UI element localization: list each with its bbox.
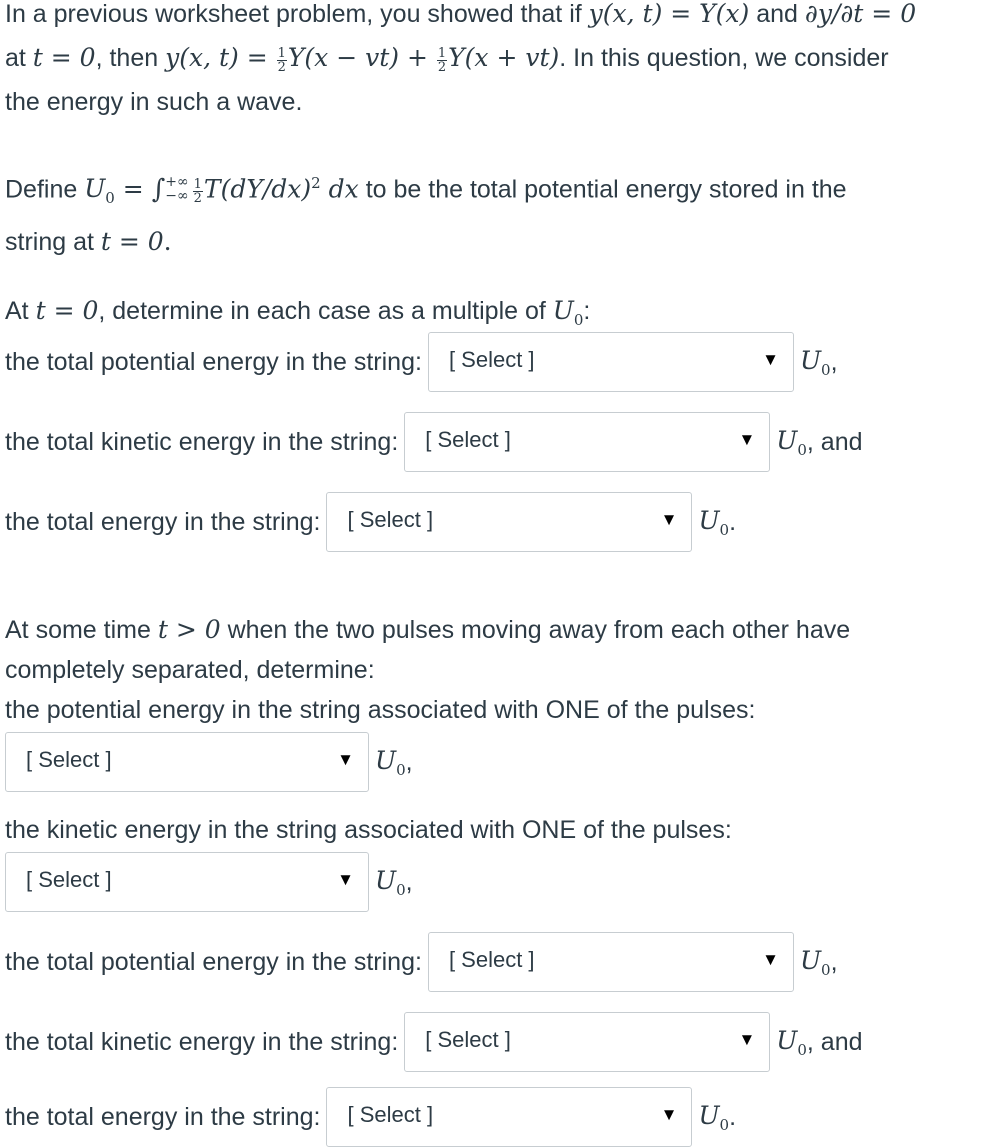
intro-text: the energy in such a wave.	[5, 88, 303, 116]
dropdown-arrow-icon: ▼	[337, 870, 354, 889]
unit-suffix: ,	[405, 747, 413, 776]
fraction-half: $\frac{1}{2}$	[277, 45, 286, 75]
math-y-xt: y(x, t)	[165, 43, 239, 72]
math-t-eq-0: t = 0	[35, 296, 99, 325]
intro-text: , then	[95, 44, 166, 72]
dropdown-arrow-icon: ▼	[762, 950, 779, 969]
q2-label-line	[5, 810, 985, 850]
integral-limits: +∞ −∞	[165, 174, 189, 205]
unit-suffix: ,	[405, 867, 413, 896]
math-y-xt: y(x, t)	[588, 0, 663, 28]
intro-text: In a previous worksheet problem, you showed that if	[5, 0, 589, 28]
dropdown-arrow-icon: ▼	[337, 750, 354, 769]
math-Y-plus: Y(x + vt)	[448, 43, 560, 72]
question-row	[5, 931, 838, 993]
intro-text: . In this question, we consider	[559, 44, 889, 72]
math-equals: =	[662, 0, 700, 28]
math-Y-x: Y(x)	[699, 0, 750, 28]
question-row	[5, 331, 838, 393]
unit-U0: $U_0$	[799, 945, 831, 979]
question-row	[5, 731, 413, 793]
question-label: the total energy in the string:	[5, 1102, 321, 1131]
dropdown-arrow-icon: ▼	[660, 510, 678, 529]
unit-U0: $U_0$	[375, 865, 406, 899]
section2-heading: At some time t > 0 when the two pulses moving away from each other have completely separated, determine: the potential energy in the string associated with ONE of the pulses:	[5, 615, 851, 724]
select-placeholder: [ Select ]	[347, 1102, 434, 1127]
question-label: the total energy in the string:	[5, 507, 321, 536]
unit-U0: $U_0$	[698, 1100, 730, 1134]
question-label: the total kinetic energy in the string:	[5, 427, 399, 456]
select-placeholder: [ Select ]	[448, 947, 535, 972]
math-Y-minus: Y(x − vt) +	[287, 43, 436, 72]
unit-suffix: , and	[806, 427, 863, 456]
question-label: the total kinetic energy in the string:	[5, 1027, 399, 1056]
answer-select[interactable]	[5, 852, 369, 912]
answer-select[interactable]	[5, 732, 369, 792]
question-row	[5, 851, 413, 913]
select-placeholder: [ Select ]	[26, 747, 112, 772]
math-t-eq-0: t = 0	[32, 43, 96, 72]
define-text: string at	[5, 228, 101, 257]
unit-U0: $U_0$	[776, 425, 807, 459]
dropdown-arrow-icon: ▼	[738, 1030, 756, 1049]
answer-select[interactable]	[404, 1012, 770, 1072]
dropdown-arrow-icon: ▼	[762, 350, 779, 369]
unit-U0: $U_0$	[698, 505, 730, 539]
select-placeholder: [ Select ]	[26, 867, 112, 892]
answer-select[interactable]	[326, 492, 692, 552]
math-U0: $U_0$	[552, 296, 584, 329]
answer-select[interactable]	[428, 332, 794, 392]
unit-suffix: .	[729, 1102, 737, 1131]
integral-sign: ∫	[151, 174, 166, 205]
intro-text: at	[5, 44, 33, 72]
question-row	[5, 411, 863, 473]
fraction-half: $\frac{1}{2}$	[193, 176, 202, 206]
select-placeholder: [ Select ]	[425, 1027, 511, 1052]
unit-suffix: .	[729, 507, 737, 536]
define-paragraph: Define $U_0$ = ∫ +∞ −∞ $\frac{1}{2}$ $T(dY/dx)^2$ dx to be the total potential energy stored in the string at t = 0.	[5, 174, 847, 257]
math-dx: dx	[320, 174, 359, 204]
fraction-half: $\frac{1}{2}$	[437, 45, 447, 75]
math-equals: =	[238, 43, 276, 72]
answer-select[interactable]	[428, 932, 794, 992]
math-equals: =	[114, 174, 152, 204]
section1-heading: At t = 0, determine in each case as a multiple of $U_0$:	[5, 296, 591, 329]
unit-U0: $U_0$	[776, 1025, 807, 1059]
unit-U0: $U_0$	[799, 345, 831, 379]
dropdown-arrow-icon: ▼	[660, 1105, 678, 1124]
define-text: Define	[5, 175, 85, 204]
intro-paragraph	[5, 0, 985, 124]
unit-suffix: ,	[830, 347, 838, 376]
math-T-expr: T(dY/dx)	[203, 174, 312, 204]
select-placeholder: [ Select ]	[425, 427, 511, 452]
define-text: to be the total potential energy stored in the	[358, 175, 847, 204]
question-row	[5, 1011, 863, 1073]
select-placeholder: [ Select ]	[448, 347, 535, 372]
select-placeholder: [ Select ]	[347, 507, 434, 532]
answer-select[interactable]	[404, 412, 770, 472]
dropdown-arrow-icon: ▼	[738, 430, 756, 449]
unit-U0: $U_0$	[375, 745, 406, 779]
unit-suffix: ,	[830, 947, 838, 976]
unit-suffix: , and	[806, 1027, 863, 1056]
math-dydt: ∂y/∂t = 0	[804, 0, 917, 28]
math-square: 2	[311, 174, 321, 192]
math-t-gt-0: t > 0	[157, 615, 221, 644]
question-label: the total potential energy in the string:	[5, 347, 422, 376]
question-label: the total potential energy in the string:	[5, 947, 422, 976]
question-row	[5, 1086, 736, 1148]
question-row	[5, 491, 736, 553]
question-label: the potential energy in the string associated with ONE of the pulses:	[5, 696, 756, 724]
math-t-eq-0: t = 0	[100, 227, 164, 257]
answer-select[interactable]	[326, 1087, 692, 1147]
math-U0: $U_0$	[84, 174, 115, 208]
question-label: the kinetic energy in the string associated with ONE of the pulses:	[5, 816, 732, 844]
intro-text: and	[749, 0, 805, 28]
